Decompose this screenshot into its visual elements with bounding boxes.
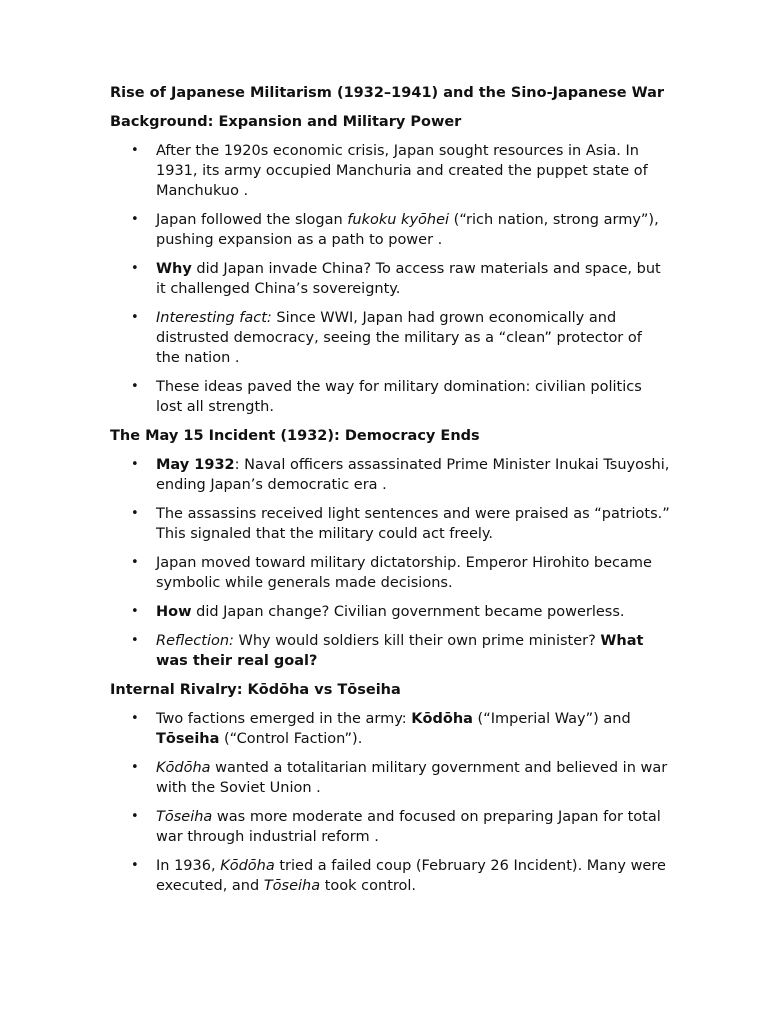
bullet-dot-icon: • [131, 555, 139, 570]
body-text: was more moderate and focused on preparing Japan for total war through industrial reform . [156, 809, 661, 845]
bullet-item [110, 602, 670, 622]
body-text: (“rich nation, strong army”), pushing expansion as a path to power . [156, 212, 659, 248]
bullet-dot-icon: • [131, 310, 139, 325]
italic-text: fukoku kyōhei [347, 212, 450, 228]
bold-text: Tōseiha [156, 731, 220, 747]
bullet-item [110, 141, 670, 201]
italic-text: Reflection: [156, 633, 234, 649]
bullet-item [110, 709, 670, 749]
body-text: took control. [320, 878, 417, 894]
bullet-item [110, 758, 670, 798]
bold-text: Kōdōha [411, 711, 473, 727]
italic-text: Interesting fact: [156, 310, 272, 326]
bullet-dot-icon: • [131, 457, 139, 472]
bullet-dot-icon: • [131, 379, 139, 394]
document-body [110, 112, 670, 896]
bold-text: What was their real goal? [156, 633, 644, 669]
bullet-item [110, 553, 670, 593]
bullet-dot-icon: • [131, 711, 139, 726]
body-text: The assassins received light sentences and were praised as “patriots.” This signaled that the military could act freely. [156, 506, 670, 542]
body-text: wanted a totalitarian military government and believed in war with the Soviet Union . [156, 760, 668, 796]
bullet-item [110, 807, 670, 847]
bullet-item [110, 856, 670, 896]
bullet-item [110, 455, 670, 495]
bold-text: Why [156, 261, 192, 277]
body-text: Why would soldiers kill their own prime minister? [233, 633, 601, 649]
bullet-item [110, 308, 670, 368]
bullet-dot-icon: • [131, 506, 139, 521]
bullet-dot-icon: • [131, 858, 139, 873]
bullet-dot-icon: • [131, 212, 139, 227]
body-text: did Japan invade China? To access raw materials and space, but it challenged China’s sovereignty. [156, 261, 661, 297]
italic-text: Tōseiha [156, 809, 213, 825]
document-page [110, 83, 670, 905]
body-text: tried a failed coup (February 26 Incident). Many were executed, and [156, 858, 666, 894]
bullet-item [110, 259, 670, 299]
body-text: After the 1920s economic crisis, Japan sought resources in Asia. In 1931, its army occupied Manchuria and created the puppet state of Manchukuo . [156, 143, 648, 199]
bullet-list [110, 141, 670, 417]
bullet-list [110, 709, 670, 896]
bold-text: May 1932 [156, 457, 235, 473]
italic-text: Kōdōha [156, 760, 211, 776]
section-heading: The May 15 Incident (1932): Democracy Ends [110, 428, 480, 444]
italic-text: Tōseiha [263, 878, 321, 894]
bullet-item [110, 504, 670, 544]
bullet-dot-icon: • [131, 143, 139, 158]
bullet-dot-icon: • [131, 809, 139, 824]
section-heading: Internal Rivalry: Kōdōha vs Tōseiha [110, 682, 401, 698]
bullet-dot-icon: • [131, 633, 139, 648]
bullet-dot-icon: • [131, 261, 139, 276]
bold-text: How [156, 604, 192, 620]
body-text: Two factions emerged in the army: [156, 711, 412, 727]
body-text: (“Control Faction”). [219, 731, 363, 747]
bullet-item [110, 210, 670, 250]
body-text: These ideas paved the way for military domination: civilian politics lost all strength. [156, 379, 642, 415]
bullet-dot-icon: • [131, 604, 139, 619]
body-text: did Japan change? Civilian government became powerless. [191, 604, 625, 620]
bullet-item [110, 631, 670, 671]
italic-text: Kōdōha [220, 858, 275, 874]
document-title: Rise of Japanese Militarism (1932–1941) and the Sino-Japanese War [110, 85, 665, 101]
bullet-item [110, 377, 670, 417]
body-text: Japan followed the slogan [156, 212, 348, 228]
section-heading: Background: Expansion and Military Power [110, 114, 462, 130]
body-text: Japan moved toward military dictatorship. Emperor Hirohito became symbolic while generals made decisions. [156, 555, 652, 591]
bullet-dot-icon: • [131, 760, 139, 775]
body-text: (“Imperial Way”) and [472, 711, 631, 727]
body-text: : Naval officers assassinated Prime Minister Inukai Tsuyoshi, ending Japan’s democratic era . [156, 457, 670, 493]
body-text: In 1936, [156, 858, 221, 874]
bullet-list [110, 455, 670, 671]
body-text: Since WWI, Japan had grown economically and distrusted democracy, seeing the military as a “clean” protector of the nation . [156, 310, 642, 366]
